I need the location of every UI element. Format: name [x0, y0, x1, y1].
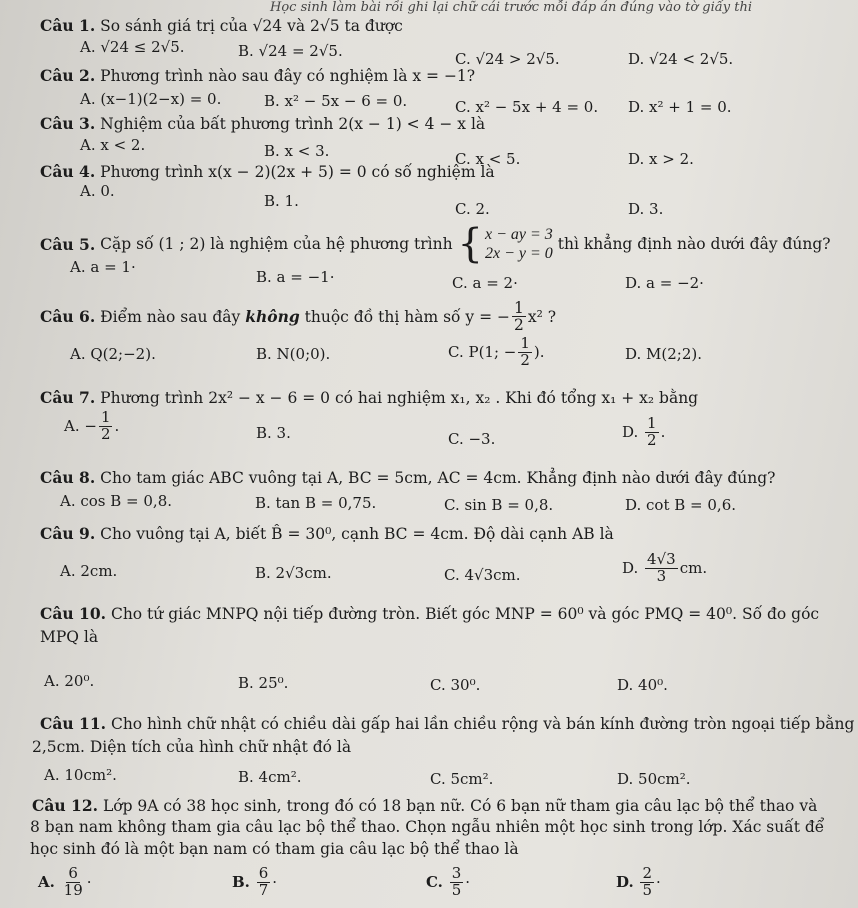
q4-option-d[interactable]: D. 3. — [628, 200, 664, 218]
question-text: Nghiệm của bất phương trình 2(x − 1) < 4 − x là — [100, 115, 486, 133]
q5-option-d[interactable]: D. a = −2· — [625, 274, 704, 292]
q8-option-b[interactable]: B. tan B = 0,75. — [255, 494, 377, 512]
q7-option-a[interactable] — [64, 410, 119, 443]
q3-option-a[interactable]: A. x < 2. — [80, 136, 146, 154]
question-text-end: thì khẳng định nào dưới đây đúng? — [557, 235, 831, 253]
fraction-numerator: 2 — [642, 864, 653, 882]
question-text: Phương trình 2x² − x − 6 = 0 có hai nghiệm x₁, x₂ . Khi đó tổng x₁ + x₂ bằng — [100, 389, 699, 407]
question-label: Câu 2. — [40, 66, 96, 85]
q6-option-a[interactable]: A. Q(2;−2). — [70, 345, 156, 363]
question-label: Câu 11. — [40, 714, 107, 733]
q5-option-b[interactable]: B. a = −1· — [256, 268, 335, 286]
question-2 — [40, 66, 475, 85]
q8-option-d[interactable]: D. cot B = 0,6. — [625, 496, 737, 514]
option-text: C. P(1; − — [448, 343, 517, 362]
question-8 — [40, 468, 776, 487]
q5-option-c[interactable]: C. a = 2· — [452, 274, 518, 292]
q7-option-b[interactable]: B. 3. — [256, 424, 291, 442]
question-text: Điểm nào sau đây — [100, 307, 241, 326]
question-10 — [40, 604, 819, 623]
system-row-1: x − ay = 3 — [485, 225, 553, 243]
q9-option-c[interactable]: C. 4√3cm. — [444, 566, 521, 584]
q12-option-a[interactable]: A. $\frac{6}{19}$ · — [38, 864, 92, 899]
question-label: Câu 8. — [40, 468, 96, 487]
q9-option-d[interactable] — [622, 552, 707, 585]
option-letter: C. — [426, 873, 443, 892]
question-text: Phương trình x(x − 2)(2x + 5) = 0 có số nghiệm là — [100, 163, 495, 181]
question-4 — [40, 162, 495, 181]
fraction — [99, 410, 113, 443]
q11-option-a[interactable]: A. 10cm². — [44, 766, 117, 784]
q10-option-b[interactable]: B. 25⁰. — [238, 674, 289, 692]
header-instruction: Học sinh làm bài rồi ghi lại chữ cái trước mỗi đáp án đúng vào tờ giấy thi — [270, 0, 752, 15]
question-text: So sánh giá trị của √24 và 2√5 ta được — [100, 17, 403, 35]
fraction — [645, 552, 678, 585]
q9-option-a[interactable]: A. 2cm. — [60, 562, 118, 580]
q3-option-b[interactable]: B. x < 3. — [264, 142, 330, 160]
fraction-denominator: 5 — [451, 880, 462, 899]
option-text: A. − — [64, 417, 97, 436]
fraction-numerator: 6 — [258, 864, 269, 882]
q12-option-b[interactable]: B. $\frac{6}{7}$ · — [232, 864, 278, 899]
question-label: Câu 10. — [40, 604, 107, 623]
q4-option-b[interactable]: B. 1. — [264, 192, 299, 210]
question-label: Câu 5. — [40, 234, 96, 254]
q1-option-a[interactable]: A. √24 ≤ 2√5. — [80, 38, 185, 56]
q12-option-c[interactable]: C. $\frac{3}{5}$ · — [426, 864, 471, 899]
q6-option-c[interactable] — [448, 336, 545, 369]
q11-option-d[interactable]: D. 50cm². — [617, 770, 691, 788]
q12-option-d[interactable]: D. $\frac{2}{5}$ · — [616, 864, 661, 899]
option-letter: D. — [616, 873, 634, 892]
q10-option-c[interactable]: C. 30⁰. — [430, 676, 481, 694]
question-label: Câu 7. — [40, 388, 96, 407]
system-row-2: 2x − y = 0 — [485, 245, 553, 262]
question-11 — [40, 714, 854, 733]
fraction-numerator: 1 — [520, 334, 530, 352]
fraction-numerator: 3 — [451, 864, 462, 882]
fraction-denominator: 2 — [514, 316, 524, 335]
option-text: D. — [622, 423, 639, 442]
q10-option-d[interactable]: D. 40⁰. — [617, 676, 668, 694]
question-12 — [32, 796, 817, 815]
q2-option-d[interactable]: D. x² + 1 = 0. — [628, 98, 732, 116]
question-text-mid: thuộc đồ thị hàm số y = − — [304, 307, 511, 326]
q6-option-d[interactable]: D. M(2;2). — [625, 345, 702, 363]
q10-option-a[interactable]: A. 20⁰. — [44, 672, 95, 690]
question-label: Câu 4. — [40, 162, 96, 181]
q8-option-a[interactable]: A. cos B = 0,8. — [60, 492, 173, 510]
fraction-denominator: 7 — [258, 880, 269, 899]
question-10-cont: MPQ là — [40, 628, 99, 646]
fraction — [62, 866, 85, 899]
question-label: Câu 3. — [40, 114, 96, 133]
fraction-denominator: 2 — [520, 350, 530, 369]
fraction — [640, 866, 654, 899]
fraction — [450, 866, 464, 899]
q7-option-c[interactable]: C. −3. — [448, 430, 496, 448]
q3-option-d[interactable]: D. x > 2. — [628, 150, 694, 168]
question-11-cont: 2,5cm. Diện tích của hình chữ nhật đó là — [32, 738, 352, 756]
option-text-end: . — [114, 417, 120, 436]
fraction — [518, 336, 532, 369]
fraction-numerator: 1 — [100, 408, 111, 426]
question-label: Câu 1. — [40, 16, 96, 35]
q4-option-a[interactable]: A. 0. — [80, 182, 115, 200]
fraction-denominator: 19 — [63, 880, 83, 899]
question-label: Câu 6. — [40, 307, 96, 327]
question-text: Cho tam giác ABC vuông tại A, BC = 5cm, AC = 4cm. Khẳng định nào dưới đây đúng? — [100, 469, 776, 487]
q4-option-c[interactable]: C. 2. — [455, 200, 490, 218]
q1-option-c[interactable]: C. √24 > 2√5. — [455, 50, 560, 68]
q3-option-c[interactable]: C. x < 5. — [455, 150, 521, 168]
fraction-numerator: 1 — [514, 299, 524, 317]
fraction-denominator: 5 — [642, 880, 653, 899]
option-text: D. — [622, 559, 639, 578]
q1-option-d[interactable]: D. √24 < 2√5. — [628, 50, 734, 68]
question-text-end: x² ? — [527, 307, 557, 326]
q1-option-b[interactable]: B. √24 = 2√5. — [238, 42, 343, 60]
option-text-end: . — [660, 423, 666, 442]
q2-option-b[interactable]: B. x² − 5x − 6 = 0. — [264, 92, 408, 110]
fraction — [645, 416, 659, 449]
equation-system: { x − ay = 3 2x − y = 0 — [457, 221, 553, 267]
q2-option-c[interactable]: C. x² − 5x + 4 = 0. — [455, 98, 599, 116]
question-text: Cho vuông tại A, biết B̂ = 30⁰, cạnh BC = 4cm. Độ dài cạnh AB là — [100, 525, 614, 543]
q11-option-c[interactable]: C. 5cm². — [430, 770, 494, 788]
fraction-denominator: 2 — [647, 430, 657, 449]
question-6 — [40, 300, 556, 334]
question-3 — [40, 114, 485, 133]
fraction-numerator: 4√3 — [647, 550, 676, 568]
question-12-cont2: học sinh đó là một bạn nam có tham gia câu lạc bộ thể thao là — [30, 840, 519, 858]
option-text-end: cm. — [679, 559, 708, 578]
question-12-cont: 8 bạn nam không tham gia câu lạc bộ thể thao. Chọn ngẫu nhiên một học sinh trong lớp. Xác suất để — [30, 818, 825, 836]
q11-option-b[interactable]: B. 4cm². — [238, 768, 302, 786]
option-text-end: ). — [533, 343, 545, 362]
fraction — [512, 300, 526, 334]
fraction — [257, 866, 271, 899]
q7-option-d[interactable] — [622, 416, 665, 449]
fraction-numerator: 1 — [647, 414, 657, 432]
q2-option-a[interactable]: A. (x−1)(2−x) = 0. — [80, 90, 222, 108]
q8-option-c[interactable]: C. sin B = 0,8. — [444, 496, 554, 514]
fraction-numerator: 6 — [68, 864, 78, 882]
question-text: Cho hình chữ nhật có chiều dài gấp hai lần chiều rộng và bán kính đường tròn ngoại tiếp bằng — [110, 715, 855, 733]
question-text: Phương trình nào sau đây có nghiệm là x = −1? — [100, 67, 476, 85]
question-1 — [40, 16, 403, 35]
option-letter: A. — [38, 873, 55, 892]
question-text: Lớp 9A có 38 học sinh, trong đó có 18 bạn nữ. Có 6 bạn nữ tham gia câu lạc bộ thể thao và — [102, 797, 818, 815]
fraction-denominator: 3 — [656, 566, 667, 585]
emphasis-word: không — [245, 307, 300, 327]
question-label: Câu 9. — [40, 524, 96, 543]
q5-option-a[interactable]: A. a = 1· — [70, 258, 136, 276]
option-letter: B. — [232, 873, 250, 892]
q6-option-b[interactable]: B. N(0;0). — [256, 345, 331, 363]
question-9 — [40, 524, 614, 543]
question-label: Câu 12. — [32, 796, 99, 815]
q9-option-b[interactable]: B. 2√3cm. — [255, 564, 332, 582]
question-text: Cặp số (1 ; 2) là nghiệm của hệ phương trình — [100, 235, 453, 253]
question-text: Cho tứ giác MNPQ nội tiếp đường tròn. Biết góc MNP = 60⁰ và góc PMQ = 40⁰. Số đo góc — [110, 605, 820, 623]
fraction-denominator: 2 — [100, 424, 111, 443]
question-7 — [40, 388, 698, 407]
